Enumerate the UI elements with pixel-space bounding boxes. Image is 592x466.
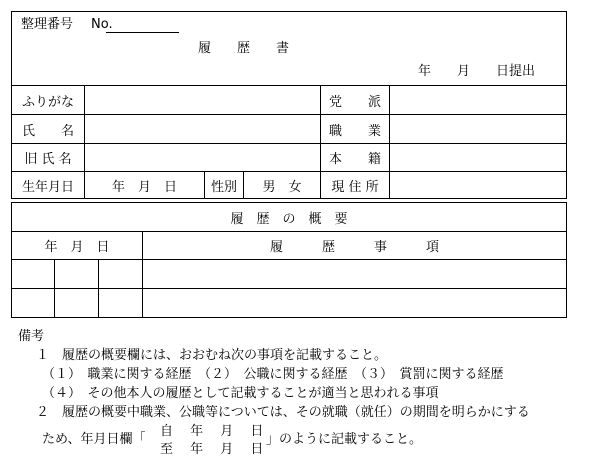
notes-heading: 備考 [18, 329, 45, 344]
notes-line: （４） その他本人の履歴として記載することが適当と思われる事項 [42, 386, 439, 401]
summary-title: 履 歴 の 概 要 [230, 211, 348, 227]
furigana-label: ふりがな [21, 94, 74, 110]
name-field[interactable] [85, 115, 320, 143]
occupation-label: 職 業 [328, 123, 381, 139]
page-title: 履 歴 書 [198, 41, 290, 56]
no-underline [106, 32, 179, 33]
notes-line: １ 履歴の概要欄には、おおむね次の事項を記載すること。 [36, 348, 388, 363]
summary-col-divider [98, 259, 99, 318]
summary-row-field[interactable] [143, 289, 566, 317]
from-date-example: 自 年 月 日 [160, 424, 264, 439]
to-date-example: 至 年 月 日 [160, 442, 264, 457]
seiri-number-label: 整理番号 [21, 17, 74, 32]
address-label: 現 住 所 [331, 180, 379, 195]
notes-line: 」のように記載すること。 [266, 432, 423, 447]
former-name-label: 旧 氏 名 [24, 152, 72, 167]
occupation-field[interactable] [390, 115, 566, 143]
no-label: No. [91, 17, 113, 32]
party-field[interactable] [390, 86, 566, 114]
birth-label: 生年月日 [21, 180, 74, 195]
furigana-field[interactable] [85, 86, 320, 114]
domicile-field[interactable] [390, 144, 566, 171]
gender-options[interactable]: 男 女 [262, 180, 302, 195]
domicile-label: 本 籍 [328, 152, 381, 167]
notes-line: （１） 職業に関する経歴 （２） 公職に関する経歴 （３） 賞罰に関する経歴 [42, 367, 504, 382]
submission-date: 年 月 日提出 [418, 64, 536, 79]
summary-col-items: 履 歴 事 項 [269, 240, 439, 255]
notes-line: ２ 履歴の概要中職業、公職等については、その就職（就任）の期間を明らかにする [36, 405, 530, 420]
summary-col-date: 年 月 日 [44, 240, 110, 255]
name-label: 氏 名 [21, 123, 74, 139]
gender-label: 性別 [210, 180, 237, 195]
summary-row-field[interactable] [143, 260, 566, 288]
summary-col-divider [54, 259, 55, 318]
former-name-field[interactable] [85, 144, 320, 171]
address-field[interactable] [390, 172, 566, 199]
notes-line: ため、年月日欄「 [42, 432, 146, 447]
birth-date-field[interactable]: 年 月 日 [111, 180, 177, 195]
party-label: 党 派 [328, 94, 381, 110]
